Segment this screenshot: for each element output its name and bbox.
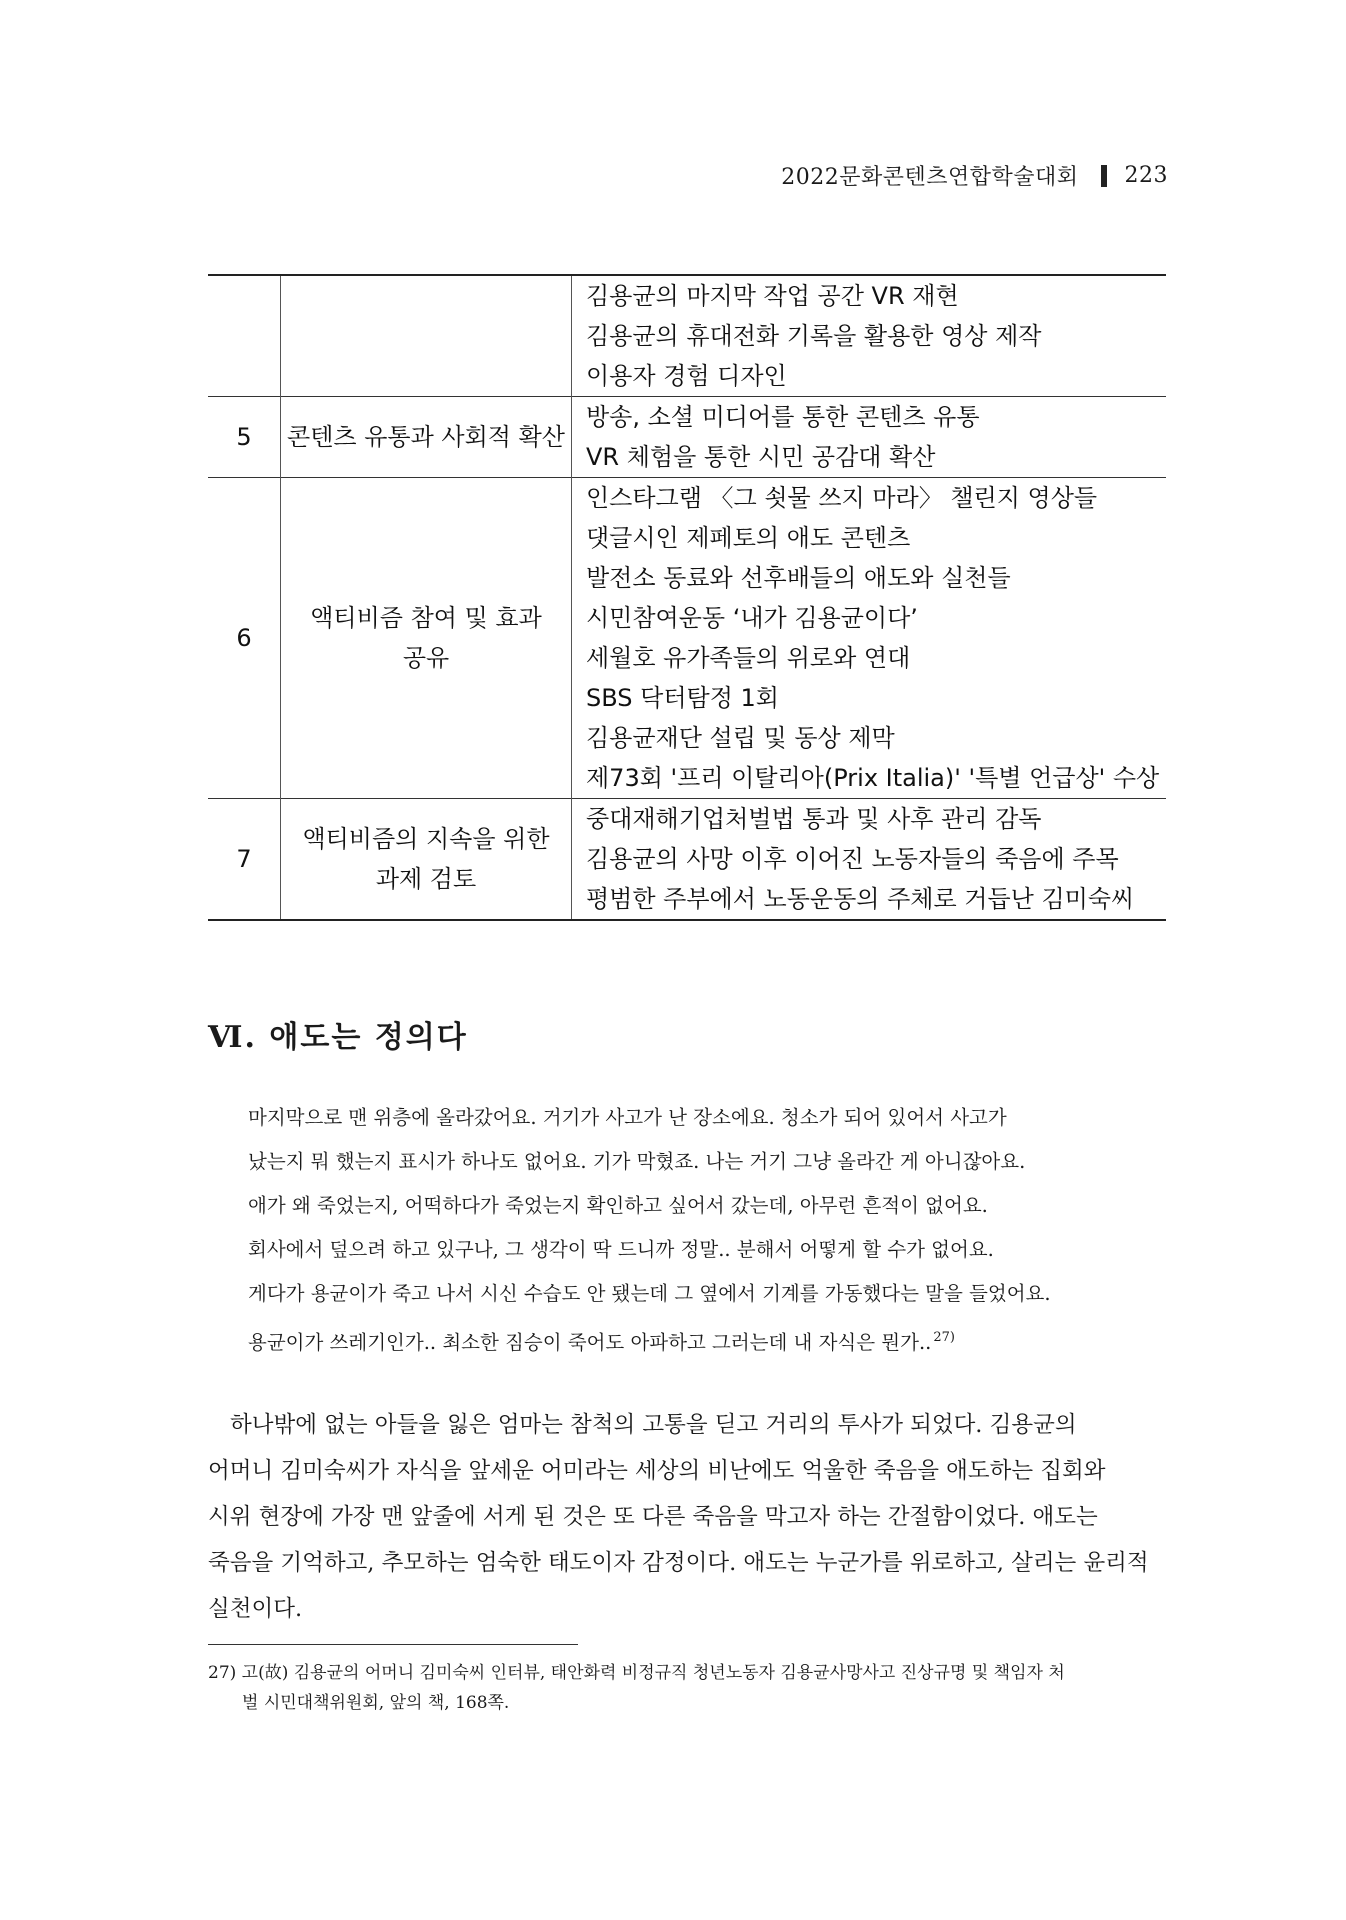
- paragraph-line: 하나밖에 없는 아들을 잃은 엄마는 참척의 고통을 딛고 거리의 투사가 되었다. 김용균의: [230, 1412, 1077, 1438]
- task-line: 과제 검토: [375, 865, 477, 893]
- running-header: [781, 160, 1168, 191]
- paragraph-line: 죽음을 기억하고, 추모하는 엄숙한 태도이자 감정이다. 애도는 누군가를 위로하고, 살리는 윤리적: [208, 1550, 1149, 1576]
- content-item: SBS 닥터탐정 1회: [586, 684, 779, 712]
- quote-line: 났는지 뭐 했는지 표시가 하나도 없어요. 기가 막혔죠. 나는 거기 그냥 올라간 게 아니잖아요.: [248, 1150, 1026, 1173]
- paragraph-line: 시위 현장에 가장 맨 앞줄에 서게 된 것은 또 다른 죽음을 막고자 하는 간절함이었다. 애도는: [208, 1504, 1098, 1530]
- task-line: 액티비즘 참여 및 효과: [310, 604, 542, 632]
- section-title: Ⅵ. 애도는 정의다: [208, 1020, 468, 1055]
- stage-number: [208, 275, 281, 397]
- paragraph-line: 어머니 김미숙씨가 자식을 앞세운 어미라는 세상의 비난에도 억울한 죽음을 애도하는 집회와: [208, 1458, 1106, 1484]
- footnote-line: 27) 고(故) 김용균의 어머니 김미숙씨 인터뷰, 태안화력 비정규직 청년노동자 김용균사망사고 진상규명 및 책임자 처: [208, 1663, 1065, 1683]
- content-item: 인스타그램 〈그 쇳물 쓰지 마라〉 챌린지 영상들: [586, 484, 1098, 512]
- interview-quote: [248, 1096, 1128, 1360]
- quote-line: 애가 왜 죽었는지, 어떡하다가 죽었는지 확인하고 싶어서 갔는데, 아무런 흔적이 없어요.: [248, 1194, 988, 1217]
- footnote-reference[interactable]: 27): [933, 1330, 955, 1345]
- content-item: 발전소 동료와 선후배들의 애도와 실천들: [586, 564, 1011, 592]
- quote-text: 용균이가 쓰레기인가.. 최소한 짐승이 죽어도 아파하고 그러는데 내 자식은 뭔가..: [248, 1331, 932, 1354]
- stage-number: 5: [208, 397, 281, 478]
- footnote-divider: [208, 1644, 578, 1645]
- stage-contents: [572, 478, 1167, 799]
- stage-number: 7: [208, 799, 281, 921]
- page-number: 223: [1124, 163, 1168, 188]
- paragraph-line: 실천이다.: [208, 1596, 303, 1622]
- body-paragraph: [208, 1402, 1168, 1632]
- task-line: 공유: [402, 644, 450, 672]
- task-line: 액티비즘의 지속을 위한: [302, 825, 550, 853]
- stage-task: [281, 397, 572, 478]
- content-item: 김용균의 사망 이후 이어진 노동자들의 죽음에 주목: [586, 845, 1119, 873]
- content-item: 김용균의 마지막 작업 공간 VR 재현: [586, 282, 959, 310]
- stage-number: 6: [208, 478, 281, 799]
- stage-task: [281, 478, 572, 799]
- content-item: 시민참여운동 ‘내가 김용균이다’: [586, 604, 918, 632]
- stage-task: [281, 275, 572, 397]
- stage-contents: [572, 397, 1167, 478]
- activism-stage-table: [208, 274, 1166, 921]
- content-item: 방송, 소셜 미디어를 통한 콘텐츠 유통: [586, 403, 980, 431]
- content-item: VR 체험을 통한 시민 공감대 확산: [586, 443, 936, 471]
- content-item: 김용균재단 설립 및 동상 제막: [586, 724, 895, 752]
- stage-contents: [572, 799, 1167, 921]
- quote-line: 게다가 용균이가 죽고 나서 시신 수습도 안 됐는데 그 옆에서 기계를 가동했다는 말을 들었어요.: [248, 1282, 1051, 1305]
- table-row: [208, 275, 1166, 397]
- footnote-line: 벌 시민대책위원회, 앞의 책, 168쪽.: [242, 1693, 510, 1713]
- footnote: [208, 1658, 1168, 1718]
- content-item: 평범한 주부에서 노동운동의 주체로 거듭난 김미숙씨: [586, 885, 1135, 913]
- stage-task: [281, 799, 572, 921]
- table-row: [208, 799, 1166, 921]
- quote-line: 마지막으로 맨 위층에 올라갔어요. 거기가 사고가 난 장소에요. 청소가 되어 있어서 사고가: [248, 1106, 1007, 1129]
- task-line: 콘텐츠 유통과 사회적 확산: [287, 423, 565, 451]
- content-item: 김용균의 휴대전화 기록을 활용한 영상 제작: [586, 322, 1042, 350]
- quote-line: 회사에서 덮으려 하고 있구나, 그 생각이 딱 드니까 정말.. 분해서 어떻게 할 수가 없어요.: [248, 1238, 994, 1261]
- content-item: 중대재해기업처벌법 통과 및 사후 관리 감독: [586, 805, 1042, 833]
- content-item: 이용자 경험 디자인: [586, 362, 787, 390]
- header-separator: [1101, 165, 1107, 187]
- table-row: [208, 478, 1166, 799]
- conference-title: 2022문화콘텐츠연합학술대회: [781, 165, 1079, 190]
- stage-contents: [572, 275, 1167, 397]
- quote-line-last: [248, 1316, 1128, 1360]
- content-item: 댓글시인 제페토의 애도 콘텐츠: [586, 524, 911, 552]
- table-row: [208, 397, 1166, 478]
- content-item: 제73회 '프리 이탈리아(Prix Italia)' '특별 언급상' 수상: [586, 764, 1160, 792]
- content-item: 세월호 유가족들의 위로와 연대: [586, 644, 911, 672]
